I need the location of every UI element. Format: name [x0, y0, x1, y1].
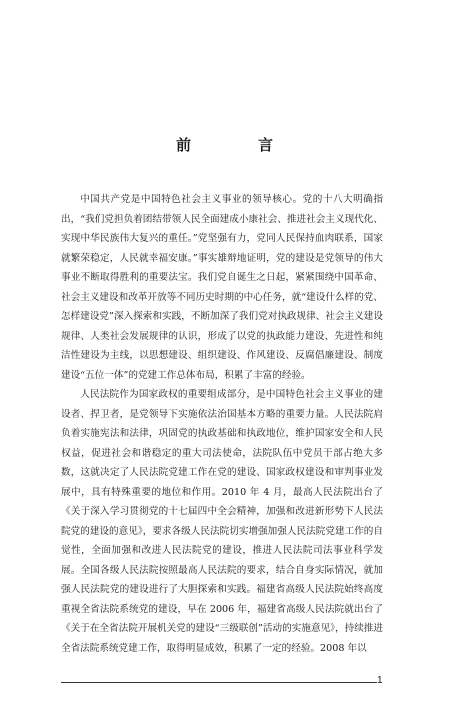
body-text — [61, 190, 383, 658]
page-title: 前 言 — [175, 136, 299, 154]
footer-rule — [61, 682, 377, 683]
paragraph: 人民法院作为国家政权的重要组成部分，是中国特色社会主义事业的建设者、捍卫者，是党领导下实施依法治国基本方略的重要力量。人民法院肩负着实施宪法和法律，巩固党的执政基础和执政地位，维护国家安全和人民权益，促进社会和谐稳定的重大司法使命，法院队伍中党员干部占绝大多数，这就决定了人民法院党建工作在党的建设、国家政权建设和审判事业发展中，具有特殊重要的地位和作用。2010 年 4 月，最高人民法院出台了《关于深入学习贯彻党的十七届四中全会精神，加强和改进新形势下人民法院党的建设的意见》，要求各级人民法院切实增强加强人民法院党建工作的自觉性，全面加强和改进人民法院党的建设，推进人民法院司法事业科学发展。全国各级人民法院按照最高人民法院的要求，结合自身实际情况，就加强人民法院党的建设进行了大胆探索和实践。福建省高级人民法院始终高度重视全省法院系统党的建设，早在 2006 年，福建省高级人民法院就出台了《关于在全省法院开展机关党的建设“三级联创”活动的实施意见》，持续推进全省法院系统党建工作，取得明显成效，积累了一定的经验。2008 年以 — [61, 389, 383, 654]
page-number: 1 — [377, 675, 383, 686]
paragraph: 中国共产党是中国特色社会主义事业的领导核心。党的十八大明确指出，“我们党担负着团结带领人民全面建成小康社会、推进社会主义现代化、实现中华民族伟大复兴的重任。”党坚强有力，党同人民保持血肉联系，国家就繁荣稳定，人民就幸福安康。”事实雄辩地证明，党的建设是党领导的伟大事业不断取得胜利的重要法宝。我们党自诞生之日起，紧紧围绕中国革命、社会主义建设和改革开放等不同历史时期的中心任务，就“建设什么样的党、怎样建设党”深入探索和实践，不断加深了我们党对执政规律、社会主义建设规律、人类社会发展规律的认识，形成了以党的执政能力建设、先进性和纯洁性建设为主线，以思想建设、组织建设、作风建设、反腐倡廉建设、制度建设“五位一体”的党建工作总体布局，积累了丰富的经验。 — [61, 194, 383, 381]
